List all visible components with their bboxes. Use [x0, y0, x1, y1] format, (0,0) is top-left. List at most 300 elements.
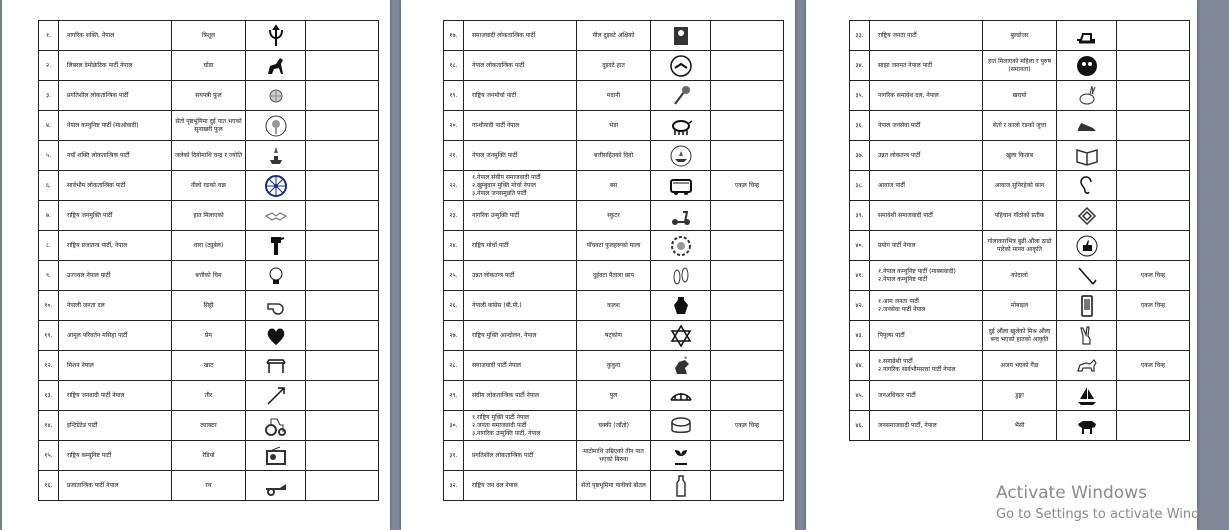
document-page-1: [2, 0, 390, 530]
remark-cell: [711, 471, 784, 501]
oil-lamp-icon: [669, 144, 693, 168]
remark-cell: [306, 381, 379, 411]
remark-cell: [1117, 51, 1190, 81]
party-name: राष्ट्रिय कम्युनिष्ट पार्टी: [59, 441, 172, 471]
symbol-image: [651, 291, 711, 321]
symbol-image: [1057, 381, 1117, 411]
row-number: १५.: [39, 441, 59, 471]
row-number: १४.: [39, 411, 59, 441]
symbol-image: [651, 261, 711, 291]
row-number: १७.: [444, 21, 464, 51]
row-number: ८.: [39, 231, 59, 261]
table-row: [444, 141, 784, 171]
remark-cell: [711, 141, 784, 171]
symbol-image: [246, 201, 306, 231]
sheep-icon: [669, 114, 693, 138]
row-number: ३८.: [850, 171, 870, 201]
table-row: [850, 261, 1190, 291]
heart-icon: [264, 324, 288, 348]
knot-icon: [1075, 204, 1099, 228]
remark-cell: [711, 51, 784, 81]
table-row: [850, 381, 1190, 411]
table-row: [39, 231, 379, 261]
symbol-image: [1057, 141, 1117, 171]
animal-icon: [1075, 354, 1099, 378]
party-name: उन्नत लोकतन्त्र पार्टी: [464, 261, 577, 291]
table-row: [444, 441, 784, 471]
party-name: साझा जनमत नेपाल पार्टी: [870, 51, 983, 81]
remark-cell: [711, 201, 784, 231]
table-row: [850, 111, 1190, 141]
symbol-description: पुल: [577, 381, 651, 411]
remark-cell: [306, 21, 379, 51]
table-row: [39, 291, 379, 321]
table-row: [444, 231, 784, 261]
horse-icon: [264, 54, 288, 78]
shoe-icon: [1075, 114, 1099, 138]
party-name: आमूल परिवर्तन मसिहा पार्टी: [59, 321, 172, 351]
sailboat-icon: [1075, 384, 1099, 408]
party-name: उज्ज्वल नेपाल पार्टी: [59, 261, 172, 291]
row-number: १६.: [39, 471, 59, 501]
remark-cell: [306, 321, 379, 351]
chakra-icon: [264, 174, 288, 198]
remark-cell: [306, 231, 379, 261]
remark-cell: [306, 471, 379, 501]
symbol-description: त्रिशूल: [172, 21, 246, 51]
plant-icon: [669, 444, 693, 468]
table-row: [850, 201, 1190, 231]
party-name: नेपाल कम्युनिष्ट पार्टी (माओवादी): [59, 111, 172, 141]
remark-cell: [306, 441, 379, 471]
remark-cell: एकल चिन्ह: [1117, 261, 1190, 291]
document-page-2: [401, 0, 795, 530]
table-row: [850, 171, 1190, 201]
table-row: [39, 81, 379, 111]
symbol-description: बस: [577, 171, 651, 201]
table-row: [850, 231, 1190, 261]
table-row: [39, 141, 379, 171]
party-name: संघीय लोकतान्त्रिक पार्टी नेपाल: [464, 381, 577, 411]
symbol-description: सेतो र कालो रङको जुत्ता: [983, 111, 1057, 141]
document-page-3: [806, 0, 1229, 530]
row-number: २५.: [444, 261, 464, 291]
symbol-description: धारा (ट्युबेल): [172, 231, 246, 261]
remark-cell: [711, 381, 784, 411]
symbol-description: ट्याक्टर: [172, 411, 246, 441]
party-name: नेपाल जनमुक्ति पार्टी: [464, 141, 577, 171]
ear-icon: [1075, 174, 1099, 198]
bulldozer-icon: [1075, 24, 1099, 48]
party-name: समावेशी समाजवादी पार्टी: [870, 201, 983, 231]
symbol-description: रेडियो: [172, 441, 246, 471]
symbol-description: गोलाकारभित्र बुढी औंला ठाडो पारेको मानव आकृति: [983, 231, 1057, 261]
row-number: ४५.: [850, 381, 870, 411]
remark-cell: [1117, 141, 1190, 171]
remark-cell: एकल चिन्ह: [1117, 291, 1190, 321]
row-number: १३.: [39, 381, 59, 411]
party-name: १.नेपाल संघीय समाजवादी पार्टी २.खुम्बुवान मुक्ति मोर्चा नेपाल ३.नेपाल जनसमुन्नति पार्टी: [464, 171, 577, 201]
symbol-image: [651, 471, 711, 501]
symbol-description: मदानी: [577, 81, 651, 111]
symbol-image: [246, 381, 306, 411]
row-number: ७.: [39, 201, 59, 231]
symbol-image: [246, 471, 306, 501]
party-symbol-table-1: [38, 20, 379, 501]
party-name: नागरिक शक्ति, नेपाल: [59, 21, 172, 51]
symbol-description: घोडा: [172, 51, 246, 81]
remark-cell: [711, 231, 784, 261]
table-row: [39, 351, 379, 381]
symbol-description: कलश: [577, 291, 651, 321]
symbol-image: [651, 351, 711, 381]
table-row: [850, 351, 1190, 381]
table-row: [850, 291, 1190, 321]
table-row: [39, 441, 379, 471]
thumbs-up-icon: [1075, 234, 1099, 258]
whistle-icon: [264, 294, 288, 318]
bridge-icon: [669, 384, 693, 408]
symbol-image: [651, 231, 711, 261]
symbol-image: [246, 231, 306, 261]
symbol-image: [246, 351, 306, 381]
symbol-image: [246, 411, 306, 441]
victory-hand-icon: [1075, 324, 1099, 348]
party-name: उन्नत लोकतन्त्र पार्टी: [870, 141, 983, 171]
symbol-description: बत्तीको चिम: [172, 261, 246, 291]
party-name: १.राष्ट्रिय मुक्ति पार्टी नेपाल २.जनता समाजवादी पार्टी ३.नागरिक उन्मुक्ति पार्टी, नेपाल: [464, 411, 577, 441]
symbol-description: चक्की (जाँतो): [577, 411, 651, 441]
table-row: [444, 171, 784, 201]
symbol-image: [1057, 351, 1117, 381]
remark-cell: [306, 81, 379, 111]
remark-cell: [1117, 321, 1190, 351]
footprints-icon: [669, 264, 693, 288]
symbol-image: [246, 441, 306, 471]
table-row: [39, 411, 379, 441]
party-symbol-table-2: [443, 20, 784, 501]
symbol-description: दुईवटा पैताला छाप: [577, 261, 651, 291]
remark-cell: [306, 171, 379, 201]
party-name: इन्टिग्रेटेड पार्टी: [59, 411, 172, 441]
party-name: प्रगतिशील लोकतान्त्रिक पार्टी: [464, 441, 577, 471]
millstone-icon: [669, 414, 693, 438]
symbol-image: [1057, 111, 1117, 141]
table-row: [39, 261, 379, 291]
radio-icon: [264, 444, 288, 468]
remark-cell: [306, 111, 379, 141]
party-name: १.नेपाल कम्युनिष्ट पार्टी (माक्सवादी) २.नेपाल कम्युनिष्ट पार्टी: [870, 261, 983, 291]
symbol-description: पहिचान गाँठोको प्रतीक: [983, 201, 1057, 231]
table-row: [39, 21, 379, 51]
table-row: [39, 471, 379, 501]
row-number: २८.: [444, 351, 464, 381]
bed-icon: [264, 354, 288, 378]
symbol-description: अजय भएको गैंडा: [983, 351, 1057, 381]
remark-cell: [306, 201, 379, 231]
hoe-icon: [1075, 264, 1099, 288]
row-number: ३.: [39, 81, 59, 111]
symbol-image: [246, 261, 306, 291]
row-number: ४६.: [850, 411, 870, 441]
party-name: प्रयोग पार्टी नेपाल: [870, 231, 983, 261]
row-number: २.: [39, 51, 59, 81]
symbol-image: [246, 51, 306, 81]
party-name: नेपाली जनता दल: [59, 291, 172, 321]
symbol-description: दुइवटे हात: [577, 51, 651, 81]
table-row: [444, 351, 784, 381]
row-number: ६.: [39, 171, 59, 201]
table-body: [39, 21, 379, 501]
row-number: ३९.: [850, 201, 870, 231]
table-row: [444, 111, 784, 141]
table-body: [444, 21, 784, 501]
handshake-icon: [264, 204, 288, 228]
remark-cell: [1117, 111, 1190, 141]
symbol-description: बुल्डोजर: [983, 21, 1057, 51]
party-name: लिबरल डेमोक्रेटिक पार्टी नेपाल: [59, 51, 172, 81]
table-row: [850, 21, 1190, 51]
row-number: ३०.: [444, 411, 464, 441]
symbol-description: स्कुटर: [577, 201, 651, 231]
row-number: २७.: [444, 321, 464, 351]
row-number: ३७.: [850, 141, 870, 171]
table-row: [444, 261, 784, 291]
party-name: जनसमाजवादी पार्टी, नेपाल: [870, 411, 983, 441]
row-number: २९.: [444, 381, 464, 411]
row-number: ४०.: [850, 231, 870, 261]
symbol-description: खाट: [172, 351, 246, 381]
table-row: [444, 381, 784, 411]
remark-cell: एकल चिन्ह: [1117, 351, 1190, 381]
symbol-description: षट्कोण: [577, 321, 651, 351]
row-number: २०.: [444, 111, 464, 141]
party-name: राष्ट्रिय जनवादी पार्टी नेपाल: [59, 381, 172, 411]
symbol-image: [1057, 261, 1117, 291]
equality-icon: [1075, 54, 1099, 78]
vase-icon: [669, 294, 693, 318]
remark-cell: [711, 351, 784, 381]
hands-circle-icon: [669, 54, 693, 78]
symbol-description: तीर: [172, 381, 246, 411]
rose-circle-icon: [264, 114, 288, 138]
symbol-description: नीलो रङको चक्र: [172, 171, 246, 201]
symbol-description: प्रेम: [172, 321, 246, 351]
rabbit-icon: [1075, 84, 1099, 108]
table-row: [444, 321, 784, 351]
party-name: आवाज पार्टी: [870, 171, 983, 201]
remark-cell: [306, 291, 379, 321]
party-name: प्रगतिशील लोकतान्त्रिक पार्टी: [59, 81, 172, 111]
symbol-description: सयपत्री फूल: [172, 81, 246, 111]
row-number: २६.: [444, 291, 464, 321]
table-row: [39, 171, 379, 201]
symbol-image: [651, 441, 711, 471]
row-number: १९.: [444, 81, 464, 111]
symbol-description: हात मिलाएको: [172, 201, 246, 231]
symbol-description: सेतो पृष्ठभूमिमा दुई पात भएको सुनाखरी फूल: [172, 111, 246, 141]
table-row: [850, 321, 1190, 351]
party-name: मिशन नेपाल: [59, 351, 172, 381]
symbol-image: [1057, 231, 1117, 261]
row-number: ३३.: [850, 21, 870, 51]
symbol-image: [246, 111, 306, 141]
table-row: [39, 51, 379, 81]
symbol-image: [246, 291, 306, 321]
table-row: [850, 411, 1190, 441]
figure-icon: [669, 24, 693, 48]
party-name: नेपाल जनसेवा पार्टी: [870, 111, 983, 141]
row-number: ३४.: [850, 51, 870, 81]
party-name: राष्ट्रिय जनमोर्चा पार्टी: [464, 81, 577, 111]
activation-watermark-subtitle: Go to Settings to activate Windows.: [996, 507, 1229, 522]
row-number: ४१.: [850, 261, 870, 291]
row-number: २४.: [444, 231, 464, 261]
remark-cell: [711, 321, 784, 351]
party-name: राष्ट्रिय जनता पार्टी: [870, 21, 983, 51]
symbol-image: [246, 321, 306, 351]
row-number: २१.: [444, 141, 464, 171]
symbol-description: सिट्ठी: [172, 291, 246, 321]
party-name: सार्वभौम लोकतान्त्रिक पार्टी: [59, 171, 172, 201]
lamp-icon: [264, 144, 288, 168]
party-name: नयाँ शक्ति लोकतान्त्रिक पार्टी: [59, 141, 172, 171]
remark-cell: [711, 291, 784, 321]
symbol-image: [246, 171, 306, 201]
hexagram-icon: [669, 324, 693, 348]
row-number: ११.: [39, 321, 59, 351]
party-name: गान्धीवादी पार्टी नेपाल: [464, 111, 577, 141]
remark-cell: [1117, 171, 1190, 201]
symbol-description: रथ: [172, 471, 246, 501]
remark-cell: [306, 261, 379, 291]
remark-cell: [306, 411, 379, 441]
symbol-description: खरायो: [983, 81, 1057, 111]
remark-cell: [711, 261, 784, 291]
symbol-image: [1057, 81, 1117, 111]
symbol-description: जलेको दियोमाथि चन्द्र र ज्योति: [172, 141, 246, 171]
party-name: राष्ट्रिय मुक्ति आन्दोलन, नेपाल: [464, 321, 577, 351]
bottle-icon: [669, 474, 693, 498]
row-number: ९.: [39, 261, 59, 291]
symbol-image: [246, 81, 306, 111]
table-row: [444, 291, 784, 321]
party-name: नेपाल लोकतान्त्रिक पार्टी: [464, 51, 577, 81]
row-number: ३६.: [850, 111, 870, 141]
symbol-image: [1057, 51, 1117, 81]
churner-icon: [669, 84, 693, 108]
table-row: [444, 471, 784, 501]
table-row: [444, 51, 784, 81]
symbol-description: बत्तीसहितको दियो: [577, 141, 651, 171]
table-row: [850, 51, 1190, 81]
symbol-description: भैंसी: [983, 411, 1057, 441]
row-number: ३१.: [444, 441, 464, 471]
symbol-image: [651, 21, 711, 51]
remark-cell: एकल चिन्ह: [711, 411, 784, 441]
party-name: नागरिक उन्मुक्ति पार्टी: [464, 201, 577, 231]
book-icon: [1075, 144, 1099, 168]
row-number: ३५.: [850, 81, 870, 111]
symbol-image: [1057, 291, 1117, 321]
remark-cell: [306, 51, 379, 81]
party-name: जनअधिकार पार्टी: [870, 381, 983, 411]
row-number: १२.: [39, 351, 59, 381]
symbol-description: हात मिलाएको महिला र पुरुष (समानता): [983, 51, 1057, 81]
water-pump-icon: [264, 234, 288, 258]
trident-icon: [264, 24, 288, 48]
party-name: १.समावेशी पार्टी २.नागरिक सार्वभौमसत्ता पार्टी नेपाल: [870, 351, 983, 381]
row-number: २२.: [444, 171, 464, 201]
symbol-image: [651, 81, 711, 111]
symbol-image: [1057, 171, 1117, 201]
table-row: [444, 201, 784, 231]
buffalo-icon: [1075, 414, 1099, 438]
symbol-image: [651, 411, 711, 441]
mobile-icon: [1075, 294, 1099, 318]
party-name: राष्ट्रिय मोर्चा पार्टी: [464, 231, 577, 261]
party-name: समाजवादी लोकतान्त्रिक पार्टी: [464, 21, 577, 51]
row-number: ५.: [39, 141, 59, 171]
symbol-description: सेतो पृष्ठभूमिमा पानीको बोतल: [577, 471, 651, 501]
symbol-description: खुला किताब: [983, 141, 1057, 171]
symbol-description: मोबाइल: [983, 291, 1057, 321]
symbol-image: [651, 141, 711, 171]
row-number: ४.: [39, 111, 59, 141]
symbol-description: नील दुइवटे अक्षिको: [577, 21, 651, 51]
party-name: राष्ट्रिय प्रजातन्त्र पार्टी, नेपाल: [59, 231, 172, 261]
remark-cell: [711, 21, 784, 51]
table-row: [444, 411, 784, 441]
symbol-image: [246, 141, 306, 171]
arrow-icon: [264, 384, 288, 408]
bulb-icon: [264, 264, 288, 288]
symbol-description: पाँचवटा फुलहरूको माला: [577, 231, 651, 261]
table-body: [850, 21, 1190, 441]
rooster-icon: [669, 354, 693, 378]
party-symbol-table-3: [849, 20, 1190, 441]
row-number: २३.: [444, 201, 464, 231]
symbol-image: [1057, 21, 1117, 51]
symbol-image: [651, 171, 711, 201]
remark-cell: [1117, 201, 1190, 231]
party-name: पिपुल्स पार्टी: [870, 321, 983, 351]
table-row: [39, 111, 379, 141]
party-name: राष्ट्रिय जनमुक्ति पार्टी: [59, 201, 172, 231]
chariot-icon: [264, 474, 288, 498]
row-number: १०.: [39, 291, 59, 321]
remark-cell: [1117, 21, 1190, 51]
activation-watermark-title: Activate Windows: [996, 483, 1147, 503]
table-row: [444, 21, 784, 51]
symbol-image: [651, 321, 711, 351]
row-number: १.: [39, 21, 59, 51]
row-number: ४३.: [850, 321, 870, 351]
row-number: ४२.: [850, 291, 870, 321]
party-name: १.आम जनता पार्टी २.जनसेवा पार्टी नेपाल: [870, 291, 983, 321]
table-row: [850, 141, 1190, 171]
symbol-description: डुङ्गा: [983, 381, 1057, 411]
symbol-image: [651, 381, 711, 411]
symbol-description: कोदालो: [983, 261, 1057, 291]
symbol-description: कुकुरा: [577, 351, 651, 381]
symbol-description: आवाज सुनिरहेको कान: [983, 171, 1057, 201]
row-number: १८.: [444, 51, 464, 81]
table-row: [444, 81, 784, 111]
symbol-image: [246, 21, 306, 51]
remark-cell: [1117, 81, 1190, 111]
party-name: नागरिक समावेश दल, नेपाल: [870, 81, 983, 111]
